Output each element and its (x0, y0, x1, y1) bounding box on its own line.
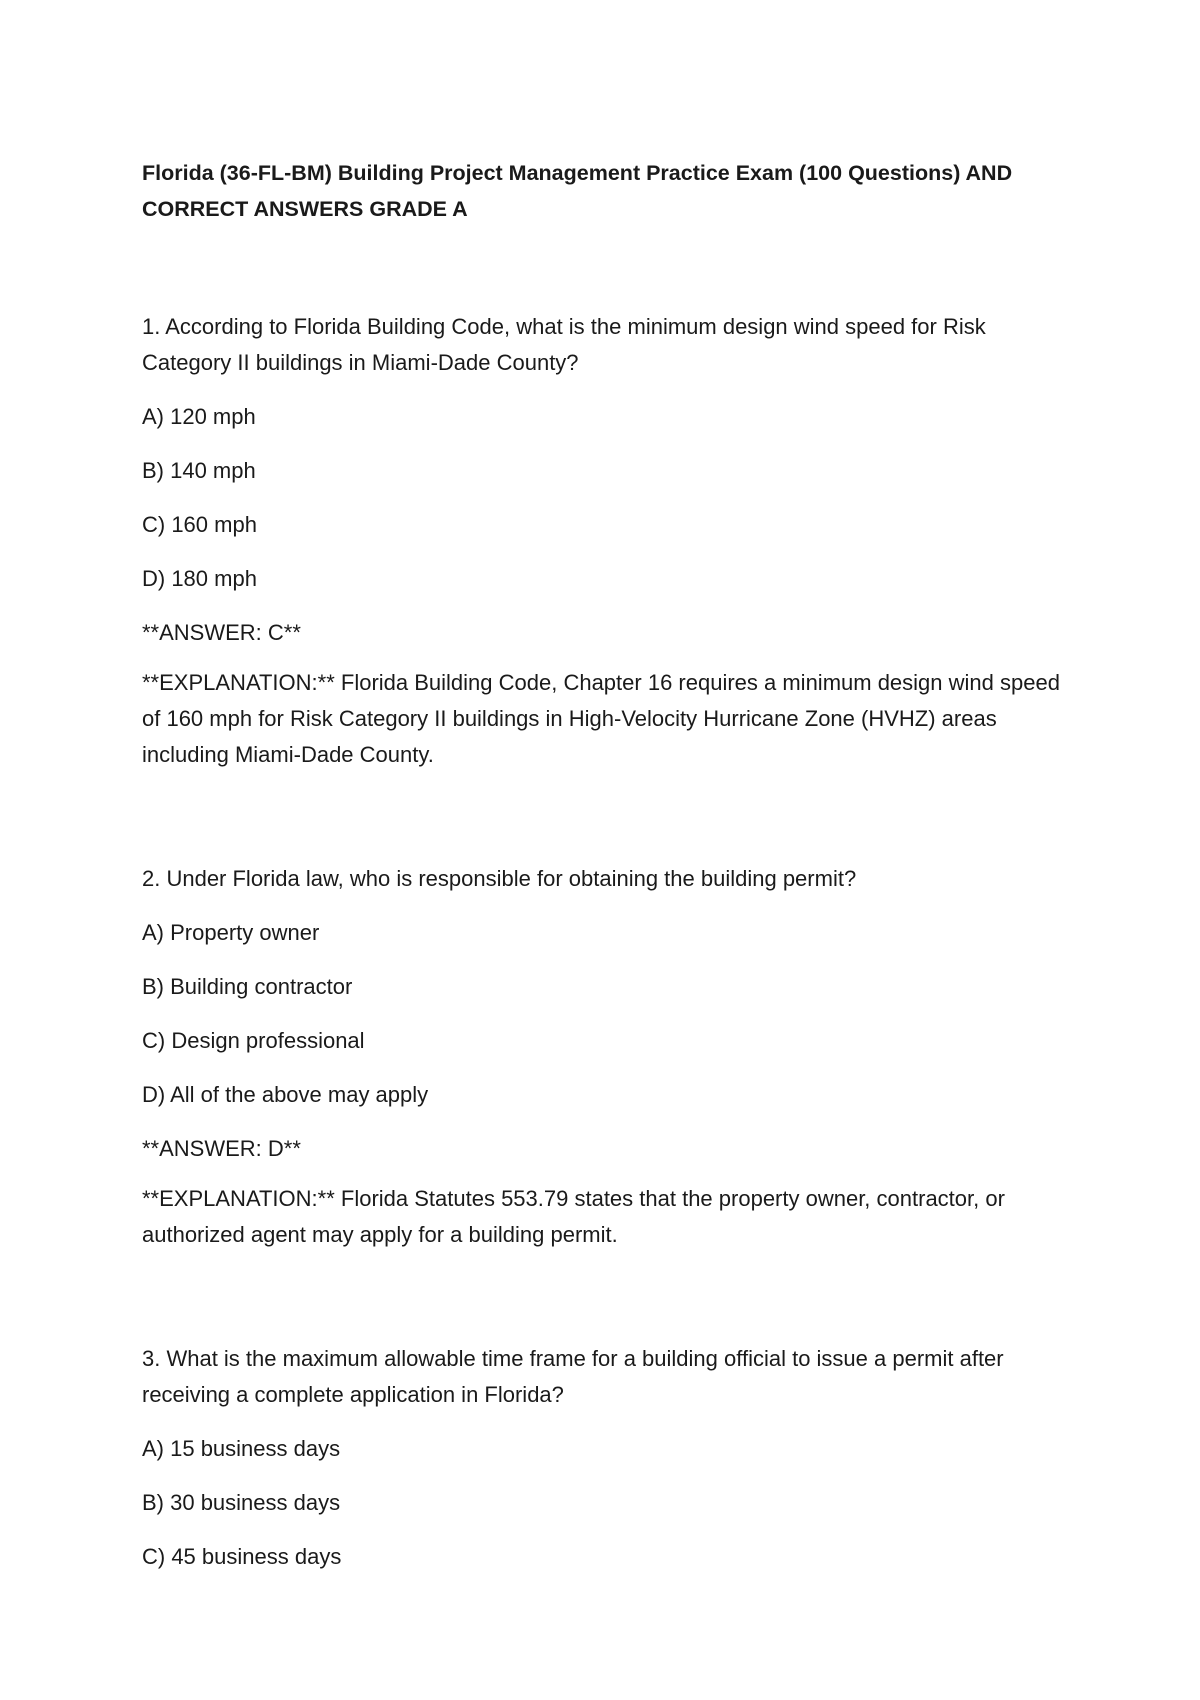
option-c: C) 160 mph (142, 512, 257, 537)
explanation-text: **EXPLANATION:** Florida Building Code, Chapter 16 requires a minimum design wind speed of 160 mph for Risk Category II buildings in High-Velocity Hurricane Zone (HVHZ) areas including Miami-Dade County. (142, 670, 1060, 767)
option-b: B) Building contractor (142, 974, 353, 999)
option-a: A) 15 business days (142, 1436, 341, 1461)
question-text: 2. Under Florida law, who is responsible for obtaining the building permit? (142, 866, 857, 891)
explanation-text: **EXPLANATION:** Florida Statutes 553.79 states that the property owner, contractor, or authorized agent may apply for a building permit. (142, 1186, 1005, 1247)
answer-line: **ANSWER: C** (142, 620, 301, 645)
question-3 (142, 1341, 1062, 1575)
option-a: A) 120 mph (142, 404, 256, 429)
document-page (142, 155, 1062, 1593)
option-d: D) All of the above may apply (142, 1082, 429, 1107)
answer-line: **ANSWER: D** (142, 1136, 301, 1161)
option-c: C) Design professional (142, 1028, 365, 1053)
question-text: 1. According to Florida Building Code, what is the minimum design wind speed for Risk Category II buildings in Miami-Dade County? (142, 314, 986, 375)
option-c: C) 45 business days (142, 1544, 342, 1569)
document-title: Florida (36-FL-BM) Building Project Management Practice Exam (100 Questions) AND CORRECT ANSWERS GRADE A (142, 161, 1013, 221)
option-b: B) 30 business days (142, 1490, 341, 1515)
spacer (142, 1253, 1062, 1341)
question-1 (142, 309, 1062, 773)
spacer (142, 773, 1062, 861)
option-b: B) 140 mph (142, 458, 256, 483)
question-2 (142, 861, 1062, 1253)
question-text: 3. What is the maximum allowable time frame for a building official to issue a permit after receiving a complete application in Florida? (142, 1346, 1004, 1407)
option-a: A) Property owner (142, 920, 320, 945)
option-d: D) 180 mph (142, 566, 257, 591)
